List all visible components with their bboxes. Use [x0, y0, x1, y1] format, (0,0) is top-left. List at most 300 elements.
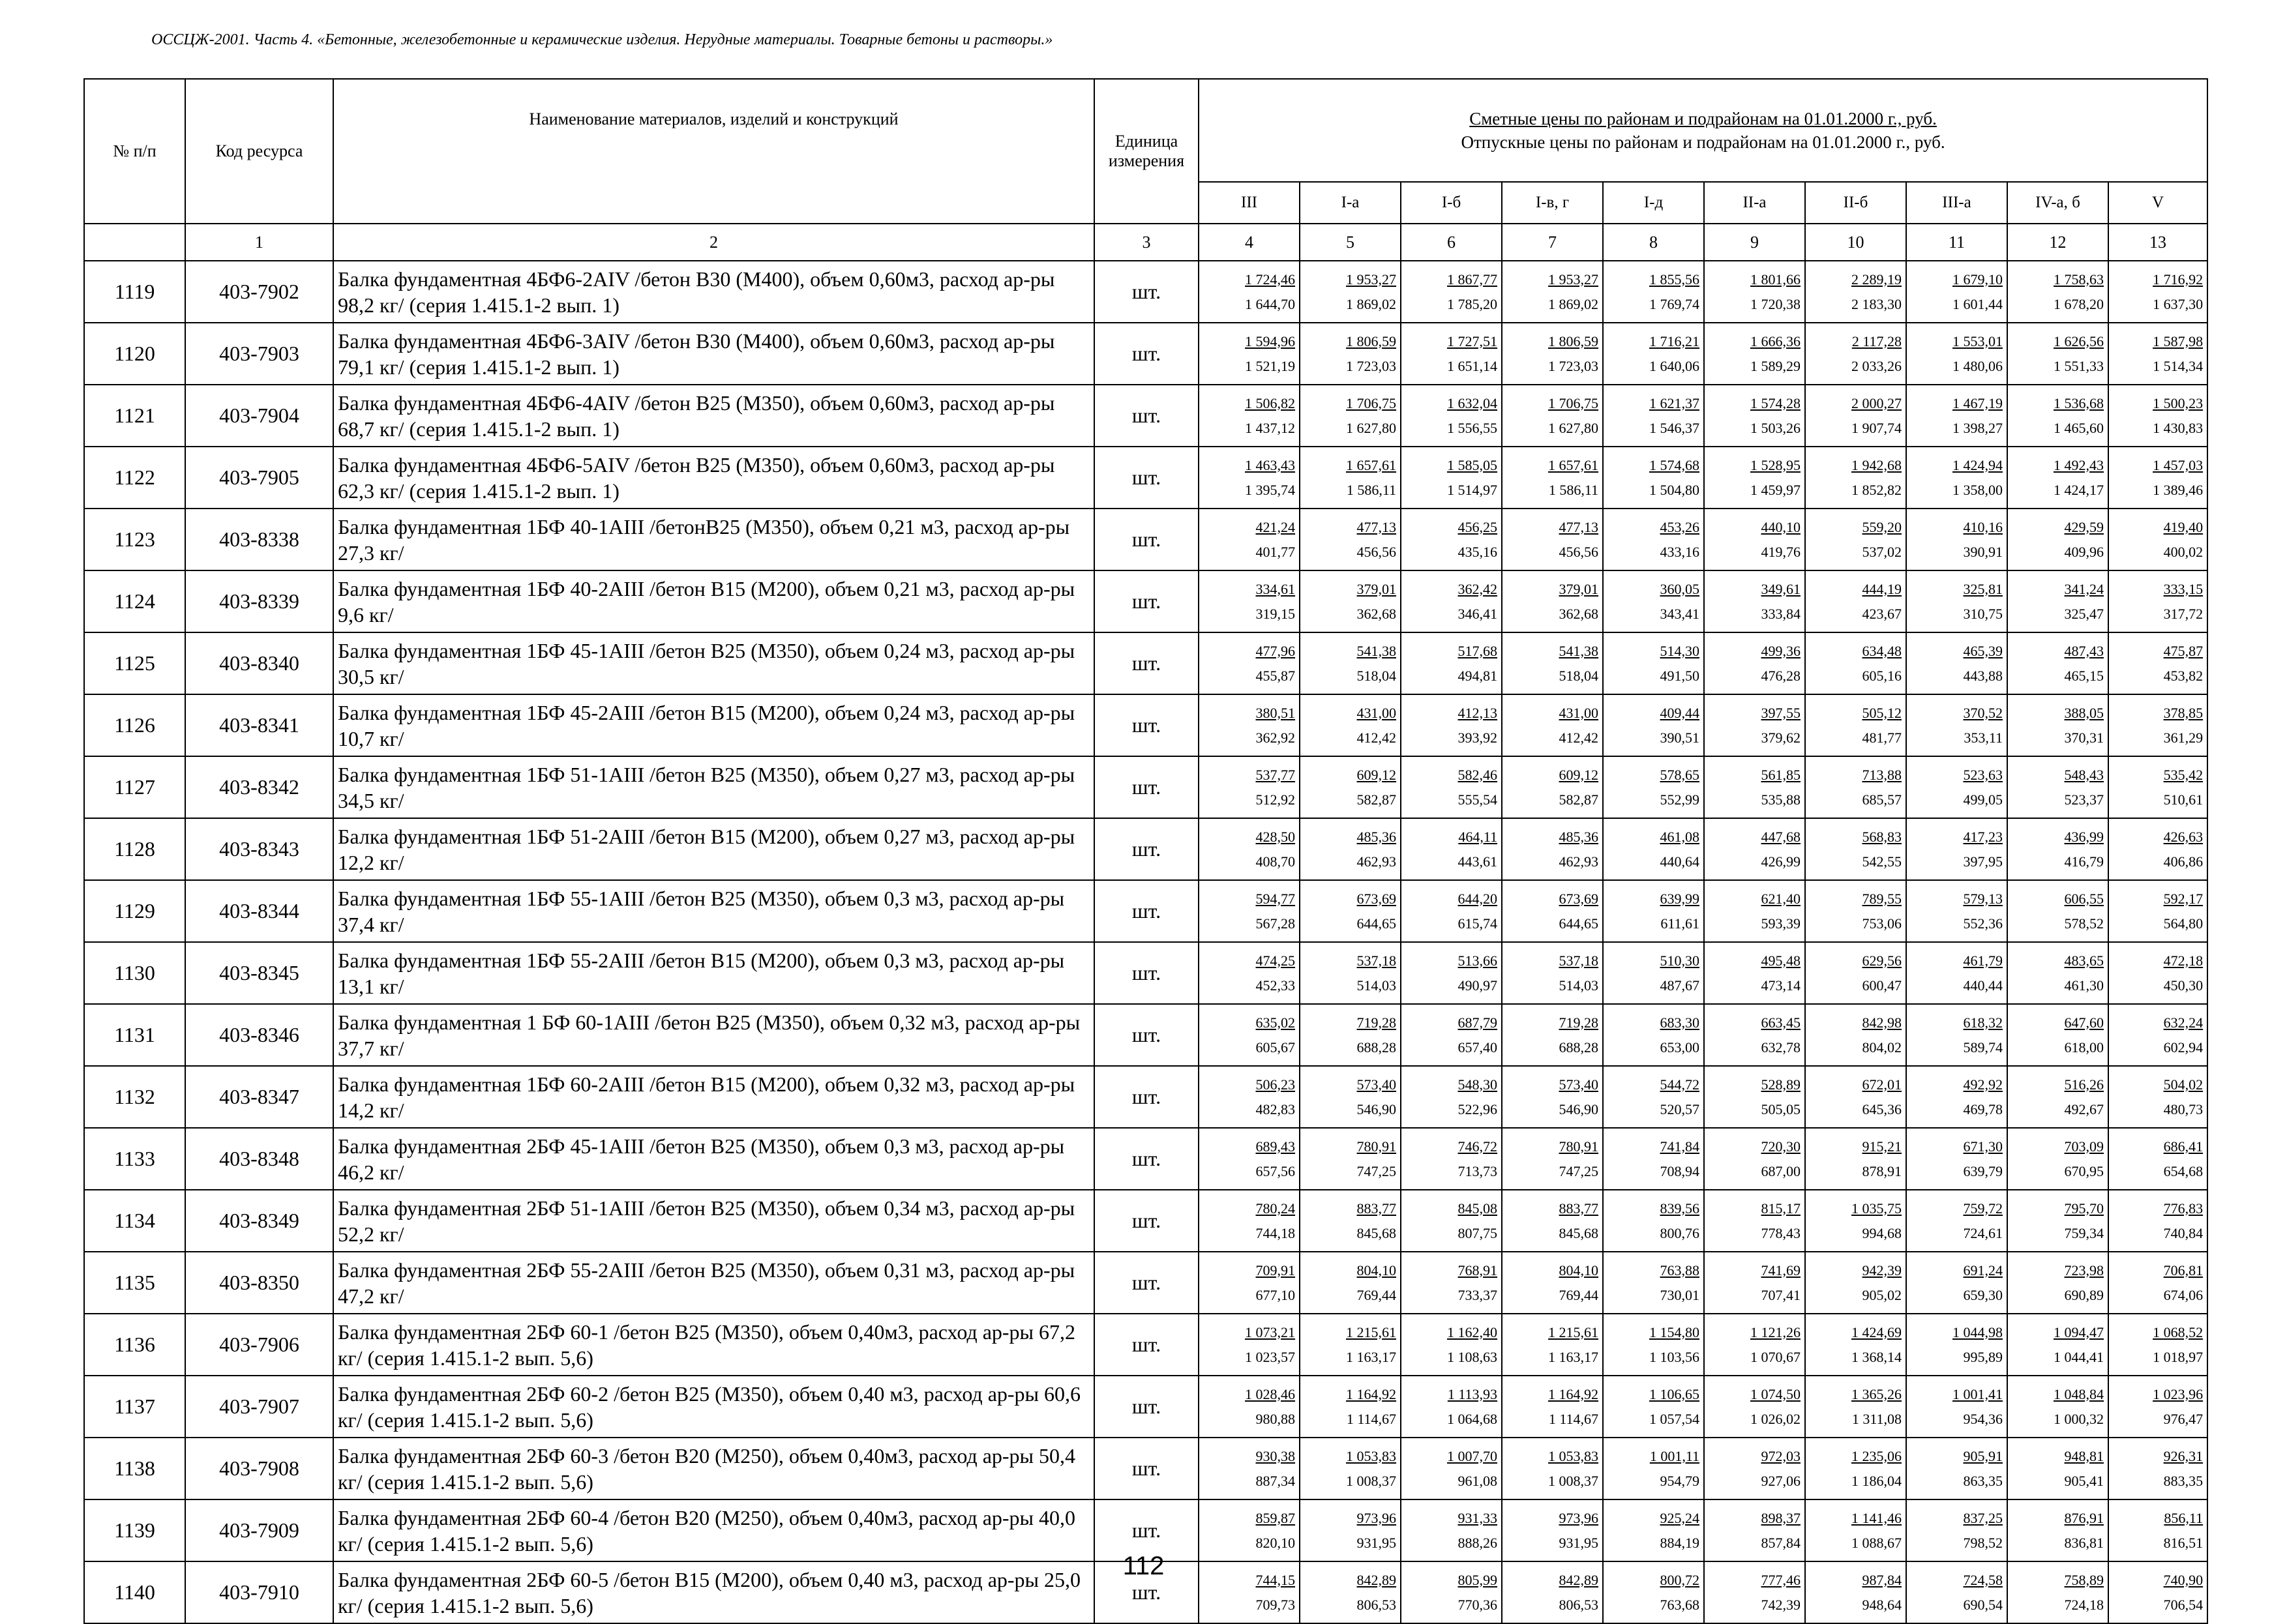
- header-code: Код ресурса: [185, 79, 333, 224]
- release-price: 611,61: [1660, 915, 1699, 932]
- item-name: Балка фундаментная 1БФ 51-1AIII /бетон В25 (М350), объем 0,27 м3, расход ар-ры 34,5 кг/: [333, 756, 1094, 818]
- price-cell: [1603, 880, 1704, 942]
- estimate-price: 461,79: [1963, 952, 2003, 969]
- estimate-price: 477,13: [1356, 518, 1396, 535]
- estimate-price: 1 536,68: [2054, 394, 2104, 411]
- release-price: 708,94: [1660, 1162, 1699, 1179]
- item-name: Балка фундаментная 2БФ 60-4 /бетон В20 (М250), объем 0,40м3, расход ар-ры 40,0 кг/ (серия 1.415.1-2 вып. 5,6): [333, 1499, 1094, 1561]
- resource-code: 403-7906: [185, 1314, 333, 1376]
- price-cell: [2007, 1252, 2108, 1314]
- release-price: 1 514,97: [1447, 481, 1497, 498]
- release-price: 769,44: [1559, 1286, 1598, 1303]
- item-name: Балка фундаментная 1БФ 45-2AIII /бетон В15 (М200), объем 0,24 м3, расход ар-ры 10,7 кг/: [333, 694, 1094, 756]
- estimate-price: 464,11: [1458, 828, 1497, 845]
- estimate-price: 856,11: [2164, 1509, 2204, 1526]
- price-cell: [1502, 880, 1603, 942]
- column-number: [84, 224, 185, 261]
- release-price: 657,40: [1457, 1039, 1497, 1056]
- unit-of-measure: шт.: [1094, 1128, 1199, 1190]
- estimate-price: 606,55: [2064, 890, 2104, 907]
- price-cell: [1603, 1252, 1704, 1314]
- release-price: 510,61: [2163, 791, 2204, 808]
- estimate-price: 883,77: [1356, 1200, 1396, 1217]
- estimate-price: 1 706,75: [1548, 394, 1598, 411]
- price-cell: [1805, 447, 1906, 509]
- resource-code: 403-8338: [185, 509, 333, 570]
- price-cell: [1199, 756, 1300, 818]
- release-price: 688,28: [1356, 1039, 1396, 1056]
- release-price: 1 644,70: [1245, 295, 1295, 312]
- estimate-price: 417,23: [1963, 828, 2003, 845]
- estimate-price: 537,18: [1559, 952, 1598, 969]
- estimate-price: 777,46: [1761, 1571, 1801, 1588]
- release-price: 435,16: [1457, 543, 1497, 560]
- price-cell: [1805, 570, 1906, 632]
- estimate-price: 609,12: [1356, 766, 1396, 783]
- price-cell: [1906, 447, 2007, 509]
- price-cell: [2108, 1066, 2207, 1128]
- price-cell: [1704, 942, 1805, 1004]
- price-cell: [1906, 1004, 2007, 1066]
- release-price: 406,86: [2163, 853, 2204, 870]
- row-number: 1140: [84, 1561, 185, 1623]
- price-cell: [2007, 447, 2108, 509]
- price-cell: [2007, 261, 2108, 323]
- release-price: 462,93: [1559, 853, 1598, 870]
- estimate-price: 1 467,19: [1952, 394, 2003, 411]
- price-cell: [1300, 756, 1401, 818]
- release-price: 393,92: [1457, 729, 1497, 746]
- estimate-price: 1 679,10: [1952, 271, 2003, 288]
- estimate-price: 2 000,27: [1851, 394, 1902, 411]
- unit-of-measure: шт.: [1094, 632, 1199, 694]
- release-price: 1 026,02: [1750, 1410, 1801, 1427]
- release-price: 1 627,80: [1346, 419, 1396, 436]
- release-price: 753,06: [1862, 915, 1902, 932]
- estimate-price: 440,10: [1761, 518, 1801, 535]
- release-price: 450,30: [2163, 977, 2204, 994]
- release-price: 370,31: [2064, 729, 2104, 746]
- price-cell: [1401, 1004, 1502, 1066]
- estimate-price: 388,05: [2064, 704, 2104, 721]
- price-cell: [1401, 509, 1502, 570]
- resource-code: 403-8345: [185, 942, 333, 1004]
- price-cell: [1805, 1438, 1906, 1499]
- table-row: [84, 942, 2207, 1004]
- release-price: 1 163,17: [1346, 1348, 1396, 1365]
- estimate-price: 517,68: [1457, 642, 1497, 659]
- estimate-price: 409,44: [1660, 704, 1699, 721]
- estimate-price: 1 007,70: [1447, 1447, 1497, 1464]
- estimate-price: 504,02: [2163, 1076, 2204, 1093]
- unit-of-measure: шт.: [1094, 756, 1199, 818]
- release-price: 353,11: [1964, 729, 2003, 746]
- price-cell: [1906, 1252, 2007, 1314]
- estimate-price: 837,25: [1963, 1509, 2003, 1526]
- estimate-price: 805,99: [1457, 1571, 1497, 1588]
- price-cell: [2108, 632, 2207, 694]
- estimate-price: 568,83: [1862, 828, 1902, 845]
- price-cell: [1805, 1066, 1906, 1128]
- price-cell: [2108, 570, 2207, 632]
- estimate-price: 523,63: [1963, 766, 2003, 783]
- column-number: 3: [1094, 224, 1199, 261]
- unit-of-measure: шт.: [1094, 1561, 1199, 1623]
- release-price: 492,67: [2064, 1100, 2104, 1117]
- resource-code: 403-8346: [185, 1004, 333, 1066]
- estimate-price: 1 632,04: [1447, 394, 1497, 411]
- price-cell: [1603, 1376, 1704, 1438]
- estimate-price: 845,08: [1457, 1200, 1497, 1217]
- release-price: 412,42: [1356, 729, 1396, 746]
- estimate-price: 1 073,21: [1245, 1323, 1295, 1340]
- release-price: 1 000,32: [2054, 1410, 2104, 1427]
- estimate-price: 1 657,61: [1548, 456, 1598, 473]
- price-cell: [1502, 1438, 1603, 1499]
- release-price: 798,52: [1963, 1534, 2003, 1551]
- price-cell: [1603, 509, 1704, 570]
- region-header: IV-а, б: [2007, 182, 2108, 224]
- release-price: 659,30: [1963, 1286, 2003, 1303]
- region-header: I-в, г: [1502, 182, 1603, 224]
- release-price: 615,74: [1457, 915, 1497, 932]
- release-price: 2 033,26: [1851, 357, 1902, 374]
- release-price: 605,67: [1255, 1039, 1295, 1056]
- release-price: 1 640,06: [1649, 357, 1699, 374]
- estimate-price: 709,91: [1255, 1262, 1295, 1278]
- row-number: 1126: [84, 694, 185, 756]
- release-price: 419,76: [1761, 543, 1801, 560]
- release-price: 632,78: [1761, 1039, 1801, 1056]
- release-price: 423,67: [1862, 605, 1902, 622]
- estimate-price: 510,30: [1660, 952, 1699, 969]
- release-price: 1 627,80: [1548, 419, 1598, 436]
- release-price: 654,68: [2163, 1162, 2204, 1179]
- unit-of-measure: шт.: [1094, 1252, 1199, 1314]
- price-cell: [1805, 261, 1906, 323]
- price-cell: [1704, 1066, 1805, 1128]
- resource-code: 403-7904: [185, 385, 333, 447]
- release-price: 884,19: [1660, 1534, 1699, 1551]
- item-name: Балка фундаментная 1 БФ 60-1AIII /бетон В25 (М350), объем 0,32 м3, расход ар-ры 37,7 кг/: [333, 1004, 1094, 1066]
- item-name: Балка фундаментная 4БФ6-5AIV /бетон В25 (М350), объем 0,60м3, расход ар-ры 62,3 кг/ (серия 1.415.1-2 вып. 1): [333, 447, 1094, 509]
- estimate-price: 883,77: [1559, 1200, 1598, 1217]
- release-price: 707,41: [1761, 1286, 1801, 1303]
- price-cell: [1502, 1190, 1603, 1252]
- row-number: 1121: [84, 385, 185, 447]
- resource-code: 403-7905: [185, 447, 333, 509]
- release-price: 361,29: [2163, 729, 2204, 746]
- release-price: 845,68: [1559, 1224, 1598, 1241]
- table-row: [84, 1438, 2207, 1499]
- release-price: 863,35: [1963, 1472, 2003, 1489]
- release-price: 443,88: [1963, 667, 2003, 684]
- release-price: 593,39: [1761, 915, 1801, 932]
- region-header: V: [2108, 182, 2207, 224]
- unit-of-measure: шт.: [1094, 694, 1199, 756]
- estimate-price: 412,13: [1457, 704, 1497, 721]
- release-price: 462,93: [1356, 853, 1396, 870]
- release-price: 564,80: [2163, 915, 2204, 932]
- price-cell: [1603, 570, 1704, 632]
- estimate-price: 1 164,92: [1346, 1385, 1396, 1402]
- estimate-price: 419,40: [2163, 518, 2204, 535]
- price-cell: [2007, 880, 2108, 942]
- price-cell: [1199, 942, 1300, 1004]
- resource-code: 403-7907: [185, 1376, 333, 1438]
- estimate-price: 1 074,50: [1750, 1385, 1801, 1402]
- release-price: 537,02: [1862, 543, 1902, 560]
- release-price: 747,25: [1559, 1162, 1598, 1179]
- estimate-price: 465,39: [1963, 642, 2003, 659]
- estimate-price: 378,85: [2163, 704, 2204, 721]
- estimate-price: 592,17: [2163, 890, 2204, 907]
- price-cell: [2108, 1004, 2207, 1066]
- release-price: 1 008,37: [1548, 1472, 1598, 1489]
- release-price: 412,42: [1559, 729, 1598, 746]
- release-price: 482,83: [1255, 1100, 1295, 1117]
- release-price: 546,90: [1356, 1100, 1396, 1117]
- estimate-price: 444,19: [1862, 580, 1902, 597]
- release-price: 724,18: [2064, 1596, 2104, 1613]
- table-row: [84, 570, 2207, 632]
- release-price: 806,53: [1356, 1596, 1396, 1613]
- estimate-price: 719,28: [1356, 1014, 1396, 1031]
- estimate-price: 1 106,65: [1649, 1385, 1699, 1402]
- estimate-price: 691,24: [1963, 1262, 2003, 1278]
- estimate-price: 1 621,37: [1649, 394, 1699, 411]
- price-cell: [1805, 942, 1906, 1004]
- release-price: 763,68: [1660, 1596, 1699, 1613]
- table-row: [84, 694, 2207, 756]
- price-cell: [1603, 942, 1704, 1004]
- price-cell: [1300, 1438, 1401, 1499]
- price-cell: [1300, 570, 1401, 632]
- price-cell: [1805, 756, 1906, 818]
- price-cell: [1300, 323, 1401, 385]
- price-cell: [1199, 1438, 1300, 1499]
- release-price: 542,55: [1862, 853, 1902, 870]
- estimate-price: 780,91: [1559, 1138, 1598, 1155]
- estimate-price: 541,38: [1559, 642, 1598, 659]
- resource-code: 403-7910: [185, 1561, 333, 1623]
- price-cell: [1401, 818, 1502, 880]
- estimate-price: 1 716,92: [2153, 271, 2204, 288]
- estimate-price: 2 289,19: [1851, 271, 1902, 288]
- release-price: 1 108,63: [1447, 1348, 1497, 1365]
- release-price: 440,64: [1660, 853, 1699, 870]
- estimate-price: 1 215,61: [1346, 1323, 1396, 1340]
- price-cell: [1704, 632, 1805, 694]
- estimate-price: 842,98: [1862, 1014, 1902, 1031]
- release-price: 954,36: [1963, 1410, 2003, 1427]
- price-cell: [1603, 694, 1704, 756]
- price-cell: [1704, 694, 1805, 756]
- estimate-price: 915,21: [1862, 1138, 1902, 1155]
- price-cell: [1199, 1066, 1300, 1128]
- region-header: II-б: [1805, 182, 1906, 224]
- region-header: I-а: [1300, 182, 1401, 224]
- price-cell: [1704, 1004, 1805, 1066]
- release-price: 770,36: [1457, 1596, 1497, 1613]
- price-cell: [1199, 509, 1300, 570]
- price-cell: [1805, 694, 1906, 756]
- release-price: 1 311,08: [1851, 1410, 1902, 1427]
- release-price: 401,77: [1255, 543, 1295, 560]
- estimate-price: 673,69: [1559, 890, 1598, 907]
- price-cell: [1199, 323, 1300, 385]
- release-price: 605,16: [1862, 667, 1902, 684]
- price-cell: [1401, 942, 1502, 1004]
- price-cell: [1300, 261, 1401, 323]
- price-cell: [1300, 880, 1401, 942]
- release-price: 747,25: [1356, 1162, 1396, 1179]
- item-name: Балка фундаментная 4БФ6-4AIV /бетон В25 (М350), объем 0,60м3, расход ар-ры 68,7 кг/ (серия 1.415.1-2 вып. 1): [333, 385, 1094, 447]
- estimate-price: 842,89: [1559, 1571, 1598, 1588]
- release-price: 552,99: [1660, 791, 1699, 808]
- header-num: № п/п: [84, 79, 185, 224]
- estimate-price: 360,05: [1660, 580, 1699, 597]
- estimate-price: 1 587,98: [2153, 332, 2204, 349]
- table-row: [84, 385, 2207, 447]
- price-cell: [1805, 1376, 1906, 1438]
- estimate-price: 2 117,28: [1851, 332, 1902, 349]
- release-price: 552,36: [1963, 915, 2003, 932]
- release-price: 408,70: [1255, 853, 1295, 870]
- price-cell: [1401, 261, 1502, 323]
- estimate-price: 780,24: [1255, 1200, 1295, 1217]
- release-price: 1 018,97: [2153, 1348, 2204, 1365]
- release-price: 1 103,56: [1649, 1348, 1699, 1365]
- release-price: 888,26: [1457, 1534, 1497, 1551]
- price-cell: [2108, 1190, 2207, 1252]
- price-cell: [2007, 1004, 2108, 1066]
- estimate-price: 859,87: [1255, 1509, 1295, 1526]
- estimate-price: 621,40: [1761, 890, 1801, 907]
- estimate-price: 447,68: [1761, 828, 1801, 845]
- release-price: 1 521,19: [1245, 357, 1295, 374]
- item-name: Балка фундаментная 2БФ 60-2 /бетон В25 (М350), объем 0,40 м3, расход ар-ры 60,6 кг/ (серия 1.415.1-2 вып. 5,6): [333, 1376, 1094, 1438]
- release-price: 1 008,37: [1346, 1472, 1396, 1489]
- resource-code: 403-8340: [185, 632, 333, 694]
- release-price: 1 057,54: [1649, 1410, 1699, 1427]
- release-price: 1 637,30: [2153, 295, 2204, 312]
- release-price: 469,78: [1963, 1100, 2003, 1117]
- table-row: [84, 323, 2207, 385]
- price-cell: [2007, 1128, 2108, 1190]
- table-row: [84, 1190, 2207, 1252]
- release-price: 769,44: [1356, 1286, 1396, 1303]
- estimate-price: 720,30: [1761, 1138, 1801, 1155]
- estimate-price: 1 162,40: [1447, 1323, 1497, 1340]
- estimate-price: 426,63: [2163, 828, 2204, 845]
- estimate-price: 379,01: [1356, 580, 1396, 597]
- price-cell: [1704, 1190, 1805, 1252]
- price-cell: [1704, 385, 1805, 447]
- release-price: 887,34: [1255, 1472, 1295, 1489]
- price-cell: [1906, 1066, 2007, 1128]
- column-number: 8: [1603, 224, 1704, 261]
- price-cell: [2108, 1376, 2207, 1438]
- estimate-price: 713,88: [1862, 766, 1902, 783]
- estimate-price: 719,28: [1559, 1014, 1598, 1031]
- estimate-price: 1 666,36: [1750, 332, 1801, 349]
- estimate-price: 758,89: [2064, 1571, 2104, 1588]
- release-price: 480,73: [2163, 1100, 2204, 1117]
- estimate-price: 537,18: [1356, 952, 1396, 969]
- resource-code: 403-7909: [185, 1499, 333, 1561]
- release-price: 1 852,82: [1851, 481, 1902, 498]
- price-cell: [1199, 385, 1300, 447]
- release-price: 980,88: [1255, 1410, 1295, 1427]
- price-cell: [2108, 323, 2207, 385]
- price-cell: [1401, 756, 1502, 818]
- release-price: 1 546,37: [1649, 419, 1699, 436]
- estimate-price: 537,77: [1255, 766, 1295, 783]
- column-number: 13: [2108, 224, 2207, 261]
- row-number: 1125: [84, 632, 185, 694]
- price-cell: [1906, 1438, 2007, 1499]
- resource-code: 403-8339: [185, 570, 333, 632]
- estimate-price: 341,24: [2064, 580, 2104, 597]
- estimate-price: 1 727,51: [1447, 332, 1497, 349]
- table-row: [84, 632, 2207, 694]
- release-price: 883,35: [2163, 1472, 2204, 1489]
- release-price: 948,64: [1862, 1596, 1902, 1613]
- price-cell: [1805, 1252, 1906, 1314]
- row-number: 1124: [84, 570, 185, 632]
- estimate-price: 1 424,94: [1952, 456, 2003, 473]
- price-cell: [1603, 323, 1704, 385]
- release-price: 1 785,20: [1447, 295, 1497, 312]
- release-price: 546,90: [1559, 1100, 1598, 1117]
- region-header: I-д: [1603, 182, 1704, 224]
- release-price: 674,06: [2163, 1286, 2204, 1303]
- price-cell: [1906, 323, 2007, 385]
- price-cell: [1906, 756, 2007, 818]
- estimate-price: 582,46: [1457, 766, 1497, 783]
- unit-of-measure: шт.: [1094, 880, 1199, 942]
- price-cell: [1199, 1314, 1300, 1376]
- estimate-price: 724,58: [1963, 1571, 2003, 1588]
- price-cell: [1300, 942, 1401, 1004]
- price-cell: [2007, 756, 2108, 818]
- release-price: 618,00: [2064, 1039, 2104, 1056]
- price-cell: [1300, 1190, 1401, 1252]
- price-cell: [1805, 1128, 1906, 1190]
- price-cell: [1603, 447, 1704, 509]
- estimate-price: 362,42: [1457, 580, 1497, 597]
- price-cell: [2108, 385, 2207, 447]
- price-cell: [2007, 323, 2108, 385]
- price-cell: [2007, 1066, 2108, 1128]
- price-cell: [1805, 1190, 1906, 1252]
- price-cell: [2108, 694, 2207, 756]
- estimate-price: 495,48: [1761, 952, 1801, 969]
- release-price: 1 503,26: [1750, 419, 1801, 436]
- column-number: 12: [2007, 224, 2108, 261]
- release-price: 804,02: [1862, 1039, 1902, 1056]
- release-price: 1 720,38: [1750, 295, 1801, 312]
- release-price: 690,89: [2064, 1286, 2104, 1303]
- estimate-price: 673,69: [1356, 890, 1396, 907]
- estimate-price: 1 141,46: [1851, 1509, 1902, 1526]
- estimate-price: 987,84: [1862, 1571, 1902, 1588]
- price-cell: [1906, 261, 2007, 323]
- price-cell: [2007, 818, 2108, 880]
- price-cell: [1300, 1376, 1401, 1438]
- estimate-price: 325,81: [1963, 580, 2003, 597]
